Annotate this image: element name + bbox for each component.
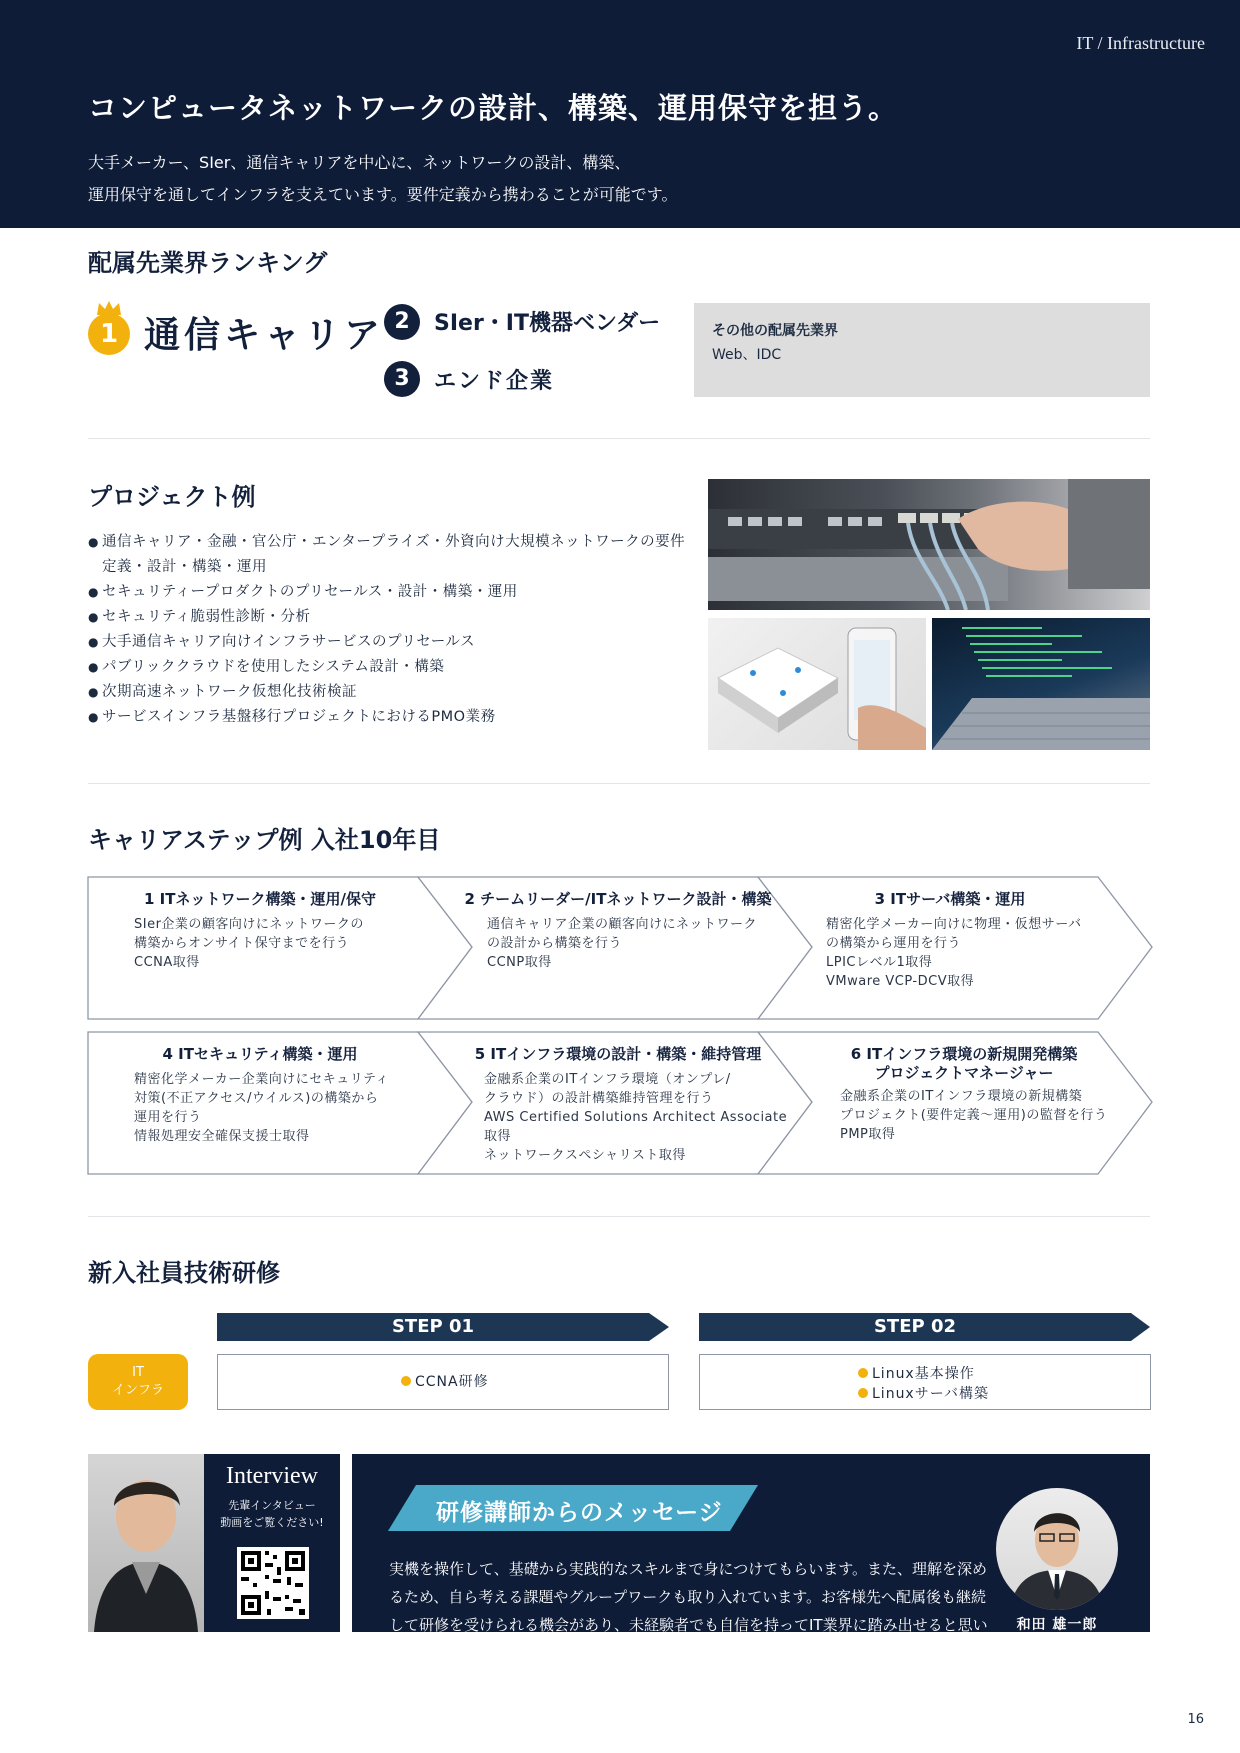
interviewee-name: 諸井 大輔 [239, 1639, 305, 1657]
career-step-3-body: 精密化学メーカー向けに物理・仮想サーバ の構築から運用を行う LPICレベル1取得 VMware VCP-DCV取得 [826, 917, 1082, 989]
rank-1-label: 通信キャリア [144, 315, 385, 356]
smart-home-photo [708, 618, 926, 750]
career-step-5-body: 金融系企業のITインフラ環境（オンプレ/ クラウド）の設計構築維持管理を行う AWS Certified Solutions Architect Associate 取得 ネットワークスペシャリスト取得 [484, 1072, 788, 1163]
trainer-photo [996, 1488, 1118, 1610]
step-02-label: STEP 02 [873, 1316, 957, 1337]
interview-title: Interview [226, 1463, 318, 1489]
project-item: ● セキュリティ脆弱性診断・分析 [88, 605, 698, 630]
message-body: 実機を操作して、基礎から実践的なスキルまで身につけてもらいます。また、理解を深めるため、自ら考える課題やグループワークも取り入れています。お客様先へ配属後も継続して研修を受けられる機会があり、未経験者でも自信を持ってIT業界に踏み出せると思います。 [389, 1560, 988, 1662]
rank-3-badge: 3 [384, 361, 420, 397]
other-industries-value: Web、IDC [712, 347, 782, 363]
project-item: ● 大手通信キャリア向けインフラサービスのプリセールス [88, 630, 698, 655]
project-item: ● サービスインフラ基盤移行プロジェクトにおけるPMO業務 [88, 705, 698, 730]
step-01-item: CCNA研修 [401, 1372, 489, 1392]
trainer-name: 和田 雄一郎 [1016, 1617, 1098, 1633]
track-label-line-2: インフラ [111, 1383, 164, 1398]
career-section-title: キャリアステップ例 入社10年目 [88, 826, 441, 854]
project-item: ● パブリッククラウドを使用したシステム設計・構築 [88, 655, 698, 680]
project-item: ● 通信キャリア・金融・官公庁・エンタープライズ・外資向け大規模ネットワークの要件定義・設計・構築・運用 [88, 530, 698, 580]
other-industries-title: その他の配属先業界 [712, 323, 838, 339]
career-step-4-title: 4 ITセキュリティ構築・運用 [162, 1045, 358, 1063]
step-01-label: STEP 01 [391, 1316, 475, 1337]
project-item: ● 次期高速ネットワーク仮想化技術検証 [88, 680, 698, 705]
section-divider [88, 783, 1150, 784]
rank-3-label: エンド企業 [434, 369, 555, 394]
laptop-code-photo [932, 618, 1150, 750]
track-label-line-1: IT [132, 1365, 144, 1380]
step-02-item: Linuxサーバ構築 [858, 1384, 989, 1404]
section-divider [88, 438, 1150, 439]
section-divider [88, 1216, 1150, 1217]
career-step-1-body: SIer企業の顧客向けにネットワークの 構築からオンサイト保守までを行う CCNA取得 [134, 917, 364, 970]
lead-text-line-2: 運用保守を通してインフラを支えています。要件定義から携わることが可能です。 [88, 185, 678, 204]
bullet-dot-icon [401, 1376, 411, 1386]
category-label: IT / Infrastructure [1076, 33, 1205, 53]
projects-section-title: プロジェクト例 [88, 483, 256, 511]
network-switch-photo [708, 479, 1150, 610]
rank-2-badge: 2 [384, 304, 420, 340]
career-step-6-body: 金融系企業のITインフラ環境の新規構築 プロジェクト(要件定義～運用)の監督を行う PMP取得 [840, 1089, 1108, 1142]
interviewee-photo [88, 1454, 204, 1632]
career-step-2-body: 通信キャリア企業の顧客向けにネットワーク の設計から構築を行う CCNP取得 [487, 917, 758, 970]
career-step-2-title: 2 チームリーダー/ITネットワーク設計・構築 [464, 890, 772, 908]
interview-subtitle: 先輩インタビュー 動画をご覧ください! [220, 1499, 324, 1529]
career-step-6-title: 6 ITインフラ環境の新規開発構築 プロジェクトマネージャー [850, 1045, 1078, 1082]
career-step-3-title: 3 ITサーバ構築・運用 [874, 890, 1026, 908]
project-list [88, 530, 698, 730]
it-infra-track-badge [88, 1354, 188, 1410]
rank-1-badge: 1 [88, 313, 130, 355]
project-item: ● セキュリティープロダクトのプリセールス・設計・構築・運用 [88, 580, 698, 605]
page-headline: コンピュータネットワークの設計、構築、運用保守を担う。 [88, 91, 899, 125]
career-step-5-title: 5 ITインフラ環境の設計・構築・維持管理 [474, 1045, 762, 1063]
bullet-dot-icon [858, 1368, 868, 1378]
message-title: 研修講師からのメッセージ [436, 1500, 723, 1526]
lead-text-line-1: 大手メーカー、SIer、通信キャリアを中心に、ネットワークの設計、構築、 [88, 153, 631, 172]
ranking-section-title: 配属先業界ランキング [88, 249, 328, 277]
bullet-dot-icon [858, 1388, 868, 1398]
training-section-title: 新入社員技術研修 [88, 1259, 280, 1287]
career-step-1-title: 1 ITネットワーク構築・運用/保守 [144, 890, 376, 908]
interview-qr-code[interactable] [237, 1547, 309, 1619]
page-number: 16 [1187, 1712, 1204, 1727]
career-step-4-body: 精密化学メーカー企業向けにセキュリティ 対策(不正アクセス/ウイルス)の構築から 運用を行う 情報処理安全確保支援士取得 [134, 1072, 389, 1144]
step-02-item: Linux基本操作 [858, 1364, 975, 1384]
rank-2-label: SIer・IT機器ベンダー [434, 311, 661, 336]
